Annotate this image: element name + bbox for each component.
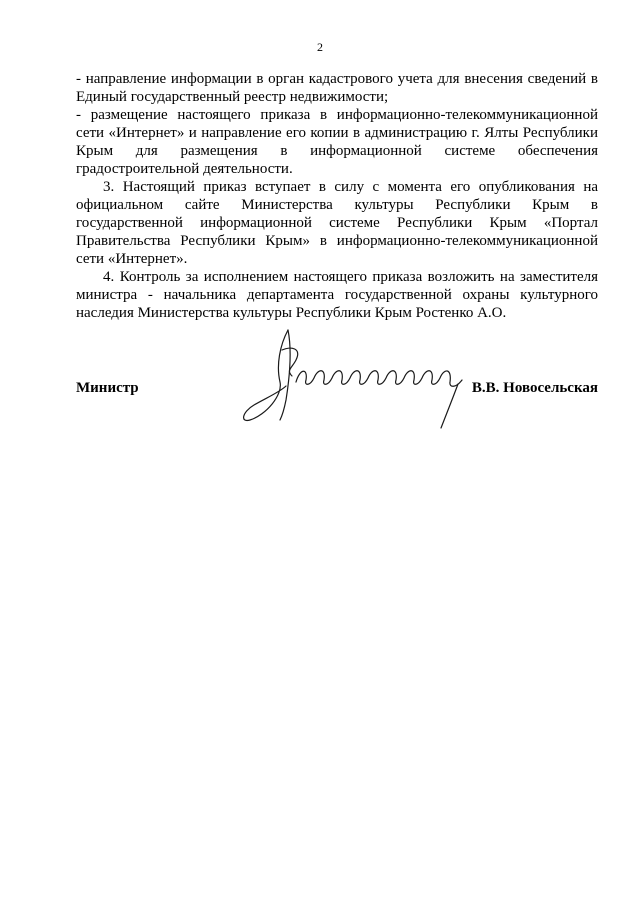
paragraph-control: 4. Контроль за исполнением настоящего приказа возложить на заместителя министра - начальника департамента государственной охраны культурного наследия Министерства культуры Республики Крым Ростенко А.О. xyxy=(76,269,598,321)
paragraph-cadastral-info: - направление информации в орган кадастрового учета для внесения сведений в Единый государственный реестр недвижимости; xyxy=(76,71,598,105)
paragraph-effective-date: 3. Настоящий приказ вступает в силу с момента его опубликования на официальном сайте Министерства культуры Республики Крым в государственной информационной системе Республики Крым «Портал Правительства Республики Крым» в информационно-телекоммуникационной сети «Интернет». xyxy=(76,179,598,267)
signature-block xyxy=(76,320,598,440)
page-number: 2 xyxy=(317,40,323,54)
handwritten-signature-icon xyxy=(236,320,476,435)
signer-title: Министр xyxy=(76,380,139,396)
paragraph-internet-publication: - размещение настоящего приказа в информационно-телекоммуникационной сети «Интернет» и направление его копии в администрацию г. Ялты Республики Крым для размещения в информационной системе обеспечения градостроительной деятельности. xyxy=(76,107,598,177)
document-body xyxy=(76,70,598,322)
signer-name: В.В. Новосельская xyxy=(471,380,598,396)
